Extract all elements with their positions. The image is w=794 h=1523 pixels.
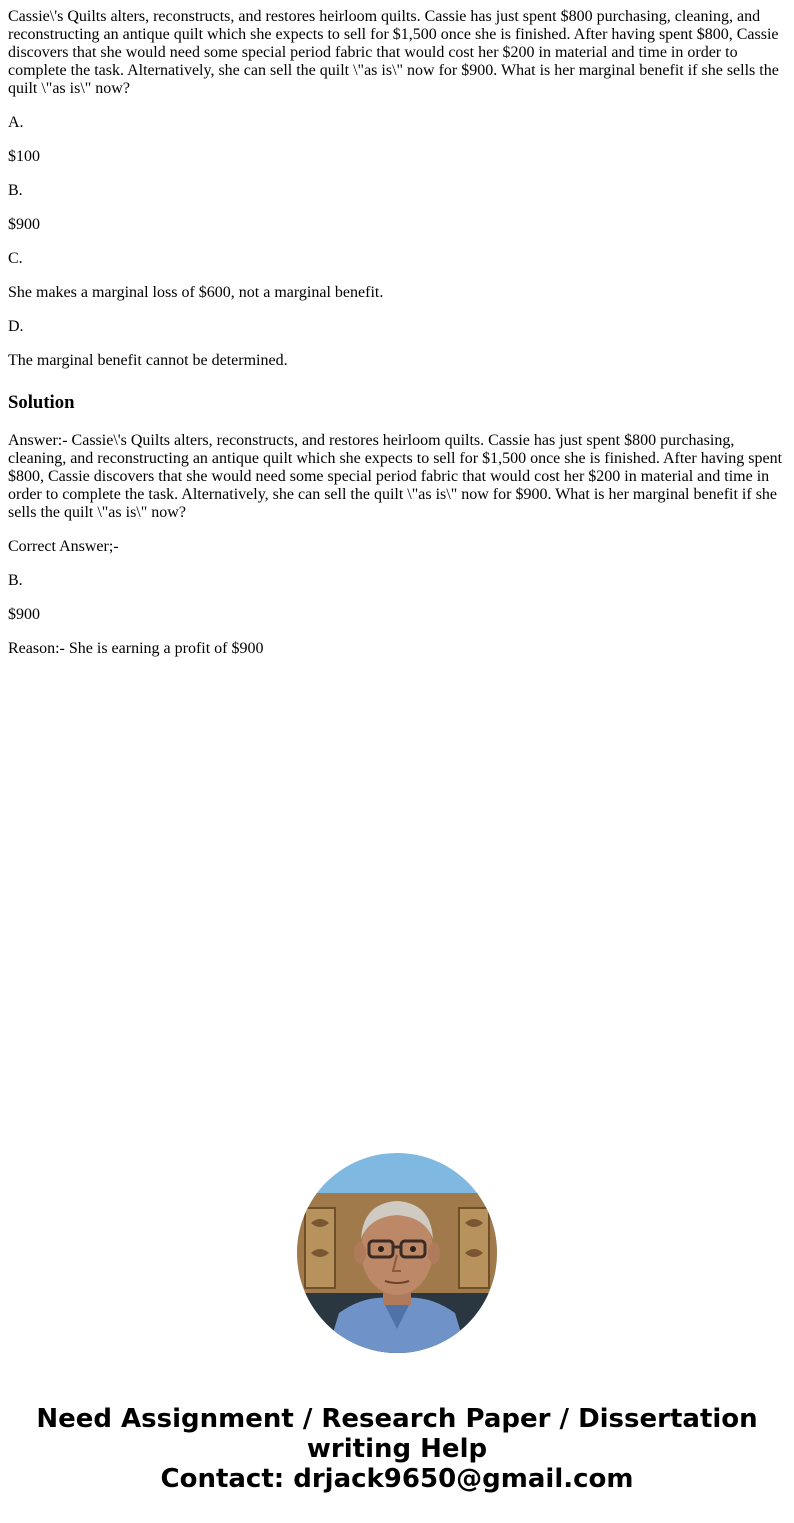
author-avatar — [297, 1153, 497, 1353]
option-d-text: The marginal benefit cannot be determined. — [8, 352, 288, 369]
promo-line-1: Need Assignment / Research Paper / Dissertation — [36, 1404, 758, 1434]
option-b-text: $900 — [8, 216, 40, 233]
correct-answer-value: $900 — [8, 606, 40, 623]
promo-contact-line: Contact: drjack9650@gmail.com — [160, 1464, 634, 1494]
promo-line-2: writing Help — [306, 1434, 488, 1464]
option-a-letter: A. — [8, 114, 24, 131]
option-b-letter: B. — [8, 182, 23, 199]
option-c-text: She makes a marginal loss of $600, not a marginal benefit. — [8, 284, 384, 301]
document-body — [8, 8, 786, 674]
option-d-letter: D. — [8, 318, 24, 335]
solution-heading: Solution — [8, 392, 75, 413]
author-portrait-image — [297, 1153, 497, 1353]
option-a-text: $100 — [8, 148, 40, 165]
correct-answer-label: Correct Answer;- — [8, 538, 119, 555]
correct-answer-letter: B. — [8, 572, 23, 589]
question-text: Cassie\'s Quilts alters, reconstructs, and restores heirloom quilts. Cassie has just spent $800 purchasing, cleaning, and reconstructing an antique quilt which she expects to sell for $1,500 once she is finished. After having spent $800, Cassie discovers that she would need some special period fabric that would cost her $200 in material and time in order to complete the task. Alternatively, she can sell the quilt \"as is\" now for $900. What is her marginal benefit if she sells the quilt \"as is\" now? — [8, 8, 779, 97]
solution-answer-text: Answer:- Cassie\'s Quilts alters, reconstructs, and restores heirloom quilts. Cassie has just spent $800 purchasing, cleaning, and reconstructing an antique quilt which she expects to sell for $1,500 once she is finished. After having spent $800, Cassie discovers that she would need some special period fabric that would cost her $200 in material and time in order to complete the task. Alternatively, she can sell the quilt \"as is\" now for $900. What is her marginal benefit if she sells the quilt \"as is\" now? — [8, 432, 783, 521]
promo-banner — [0, 1404, 794, 1494]
option-c-letter: C. — [8, 250, 23, 267]
solution-reason: Reason:- She is earning a profit of $900 — [8, 640, 264, 657]
